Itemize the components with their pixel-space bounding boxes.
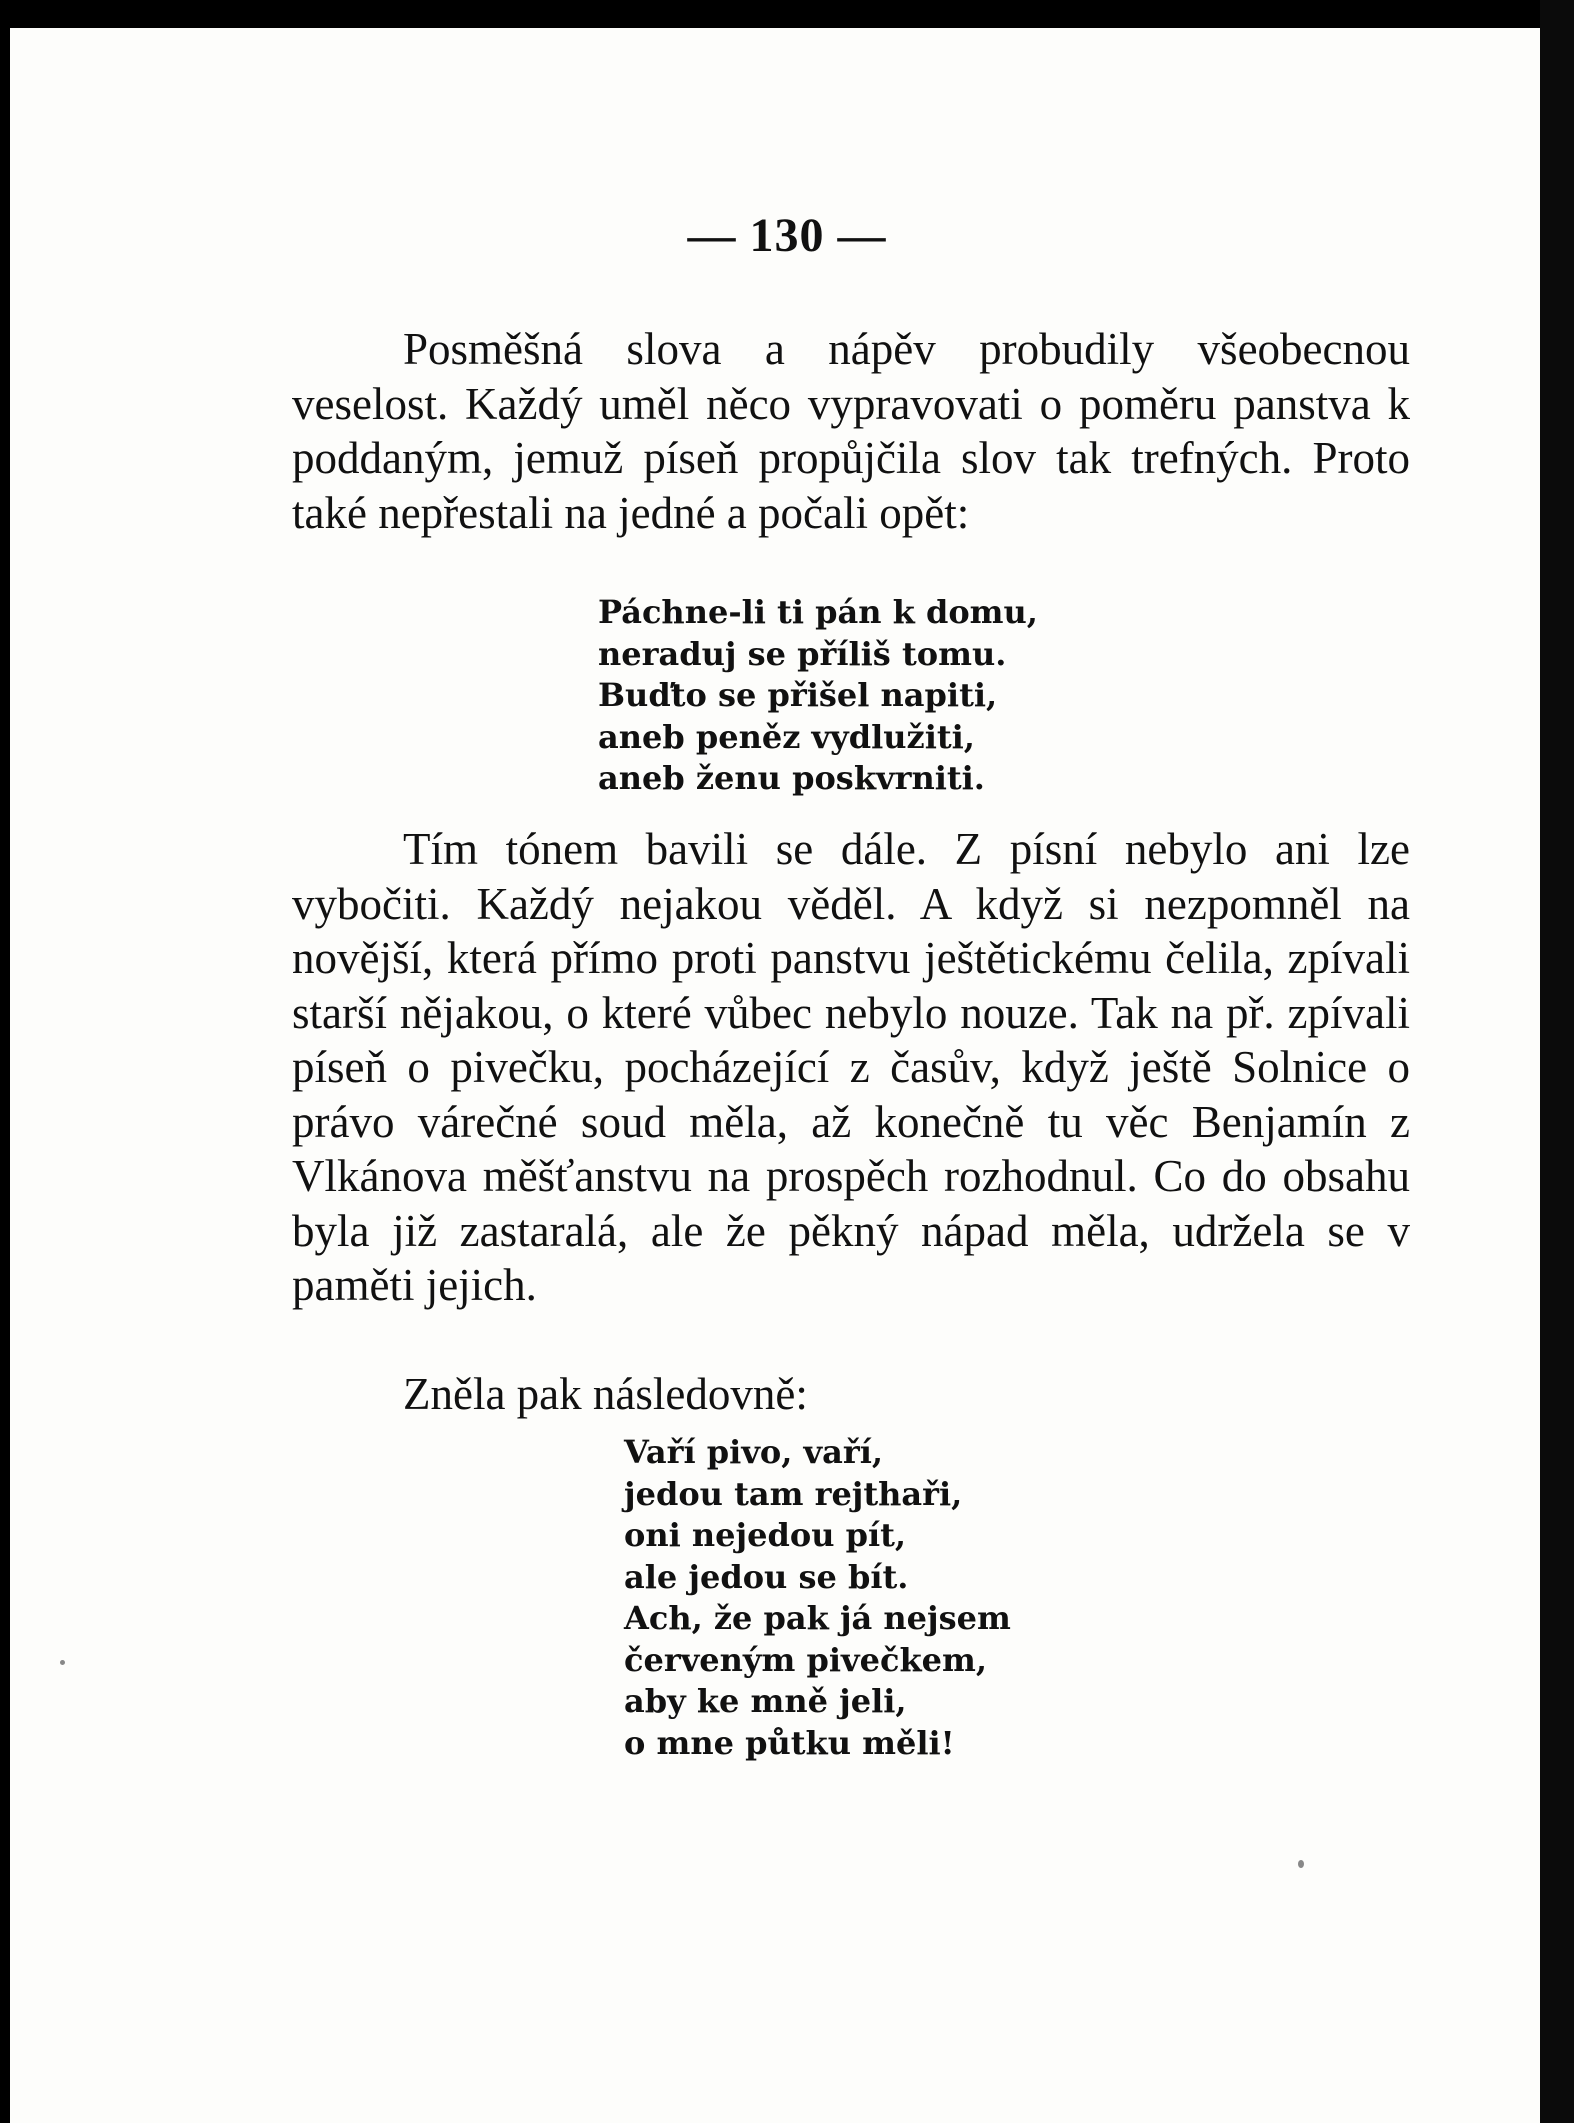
verse-line: aby ke mně jeli, [624, 1682, 907, 1720]
paragraph-3-text: Zněla pak následovně: [403, 1369, 808, 1419]
verse-line: o mne půtku měli! [624, 1723, 955, 1762]
verse-line: jedou tam rejthaři, [624, 1474, 963, 1513]
verse-line: aneb peněz vydlužiti, [598, 717, 975, 756]
verse-1 [598, 592, 1038, 800]
paragraph-2 [292, 822, 1410, 1313]
verse-line: Buďto se přišel napiti, [598, 676, 998, 714]
verse-2 [624, 1432, 1011, 1764]
verse-line: oni nejedou pít, [624, 1516, 907, 1554]
verse-line: Vaří pivo, vaří, [624, 1433, 884, 1471]
scan-speck [1298, 1860, 1304, 1868]
verse-line: Páchne-li ti pán k domu, [598, 593, 1038, 631]
scan-edge-shadow [1540, 0, 1574, 2123]
paragraph-2-text: Tím tónem bavili se dále. Z písní nebylo ani lze vybočiti. Každý nejakou věděl. A když si nezpomněl na novější, která přímo proti panstvu ještětickému čelila, zpívali starší nějakou, o které vůbec nebylo nouze. Tak na př. zpívali píseň o pivečku, pocházející z časův, když ještě Solnice o právo várečné soud měla, až konečně tu věc Benjamín z Vlkánova měšťanstvu na prospěch rozhodnul. Co do obsahu byla již zastaralá, ale že pěkný nápad měla, udržela se v paměti jejich. [292, 824, 1410, 1310]
paragraph-3 [292, 1367, 1410, 1422]
page-number: — 130 — [687, 209, 887, 262]
verse-line: Ach, že pak já nejsem [624, 1599, 1011, 1637]
verse-line: aneb ženu poskvrniti. [598, 759, 985, 797]
verse-line: červeným pivečkem, [624, 1640, 988, 1679]
scan-speck [60, 1660, 65, 1665]
verse-line: ale jedou se bít. [624, 1557, 909, 1596]
paragraph-1-text: Posměšná slova a nápěv probudily všeobecnou veselost. Každý uměl něco vypravovati o poměru panstva k poddaným, jemuž píseň propůjčila slov tak trefných. Proto také nepřestali na jedné a počali opět: [292, 324, 1410, 538]
paragraph-1 [292, 322, 1410, 540]
verse-line: neraduj se příliš tomu. [598, 634, 1007, 673]
